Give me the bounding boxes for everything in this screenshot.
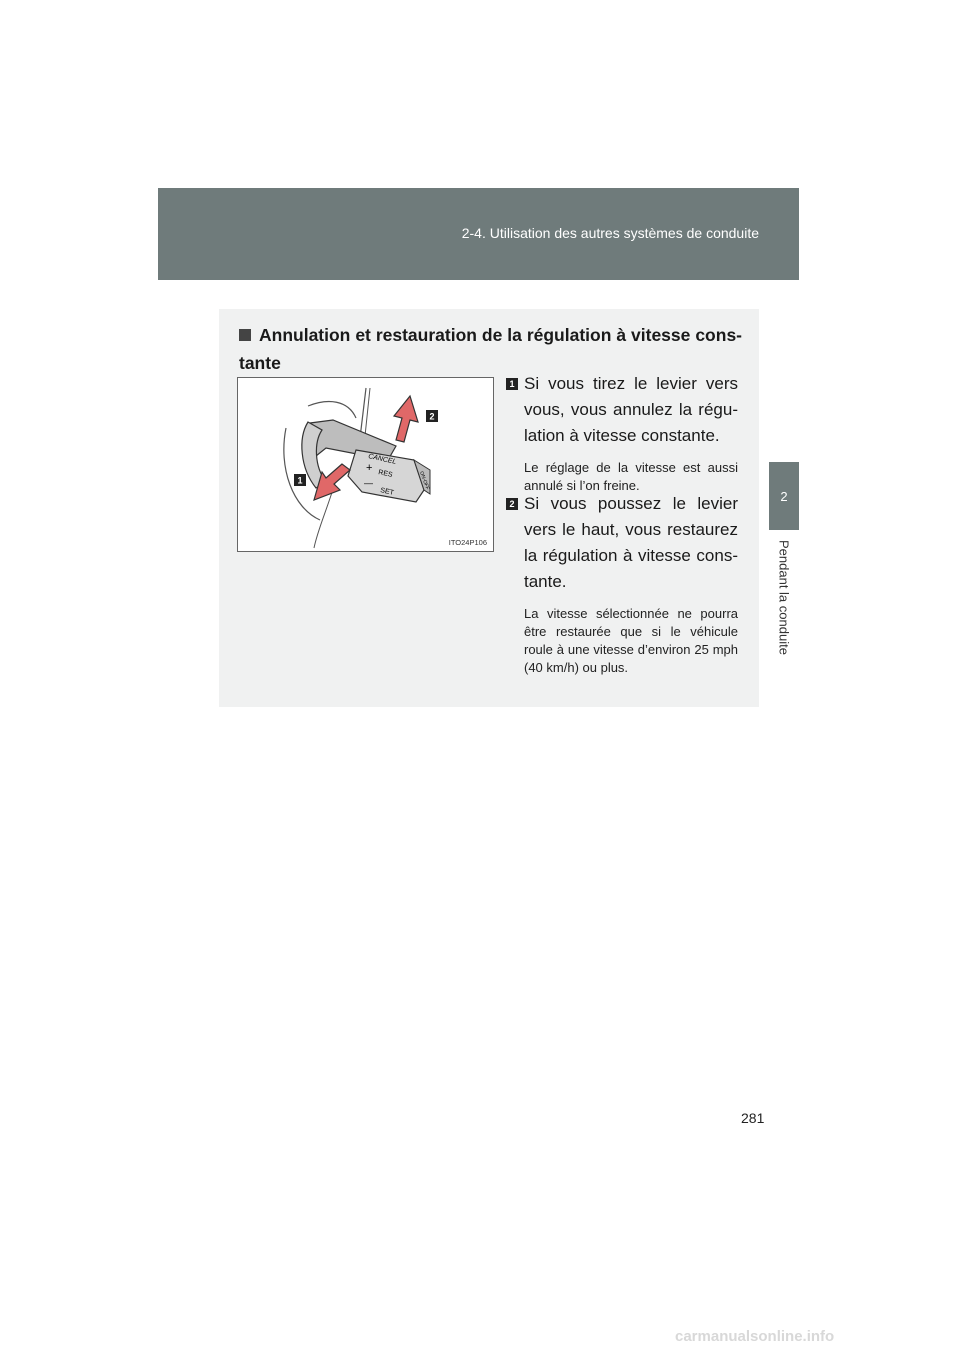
bullet-square-icon <box>239 329 251 341</box>
lever-onoff-label: ON-OFF <box>418 470 431 491</box>
step-2-text: Si vous poussez le levier vers le haut, vous restaurez la régulation à vitesse cons-tante. <box>524 494 738 591</box>
lever-res-label: RES <box>377 469 394 479</box>
step-2-number: 2 <box>506 498 518 510</box>
chapter-label: Pendant la conduite <box>776 540 792 655</box>
step-2-note: La vitesse sélectionnée ne pourra être restaurée que si le véhicule roule à une vitesse d’environ 25 mph (40 km/h) ou plus. <box>524 606 738 675</box>
lever-cancel-label: CANCEL <box>367 453 397 466</box>
page-number: 281 <box>741 1110 765 1126</box>
watermark: carmanualsonline.info <box>675 1328 835 1345</box>
step-1-text: Si vous tirez le levier vers vous, vous annulez la régu-lation à vitesse constante. <box>524 374 738 445</box>
step-1-number: 1 <box>506 378 518 390</box>
section-heading-text: Annulation et restauration de la régulation à vitesse cons-tante <box>239 325 742 373</box>
cruise-lever-drawing <box>238 378 493 551</box>
step-1-note: Le réglage de la vitesse est aussi annulé si l’on freine. <box>524 460 738 493</box>
header-bar <box>158 188 799 280</box>
lever-illustration <box>237 377 494 552</box>
section-title: 2-4. Utilisation des autres systèmes de conduite <box>461 225 759 241</box>
figure-code: ITO24P106 <box>448 538 487 547</box>
step-2 <box>506 491 738 677</box>
lever-set-label: SET <box>379 487 395 497</box>
step-1 <box>506 371 738 495</box>
callout-1-number: 1 <box>297 475 303 486</box>
chapter-tab <box>769 462 799 530</box>
section-heading <box>239 321 742 377</box>
content-box <box>219 309 759 707</box>
chapter-number: 2 <box>780 488 788 504</box>
callout-2-number: 2 <box>429 411 435 422</box>
lever-plus-label: + <box>366 462 373 474</box>
lever-minus-label: — <box>364 478 373 488</box>
